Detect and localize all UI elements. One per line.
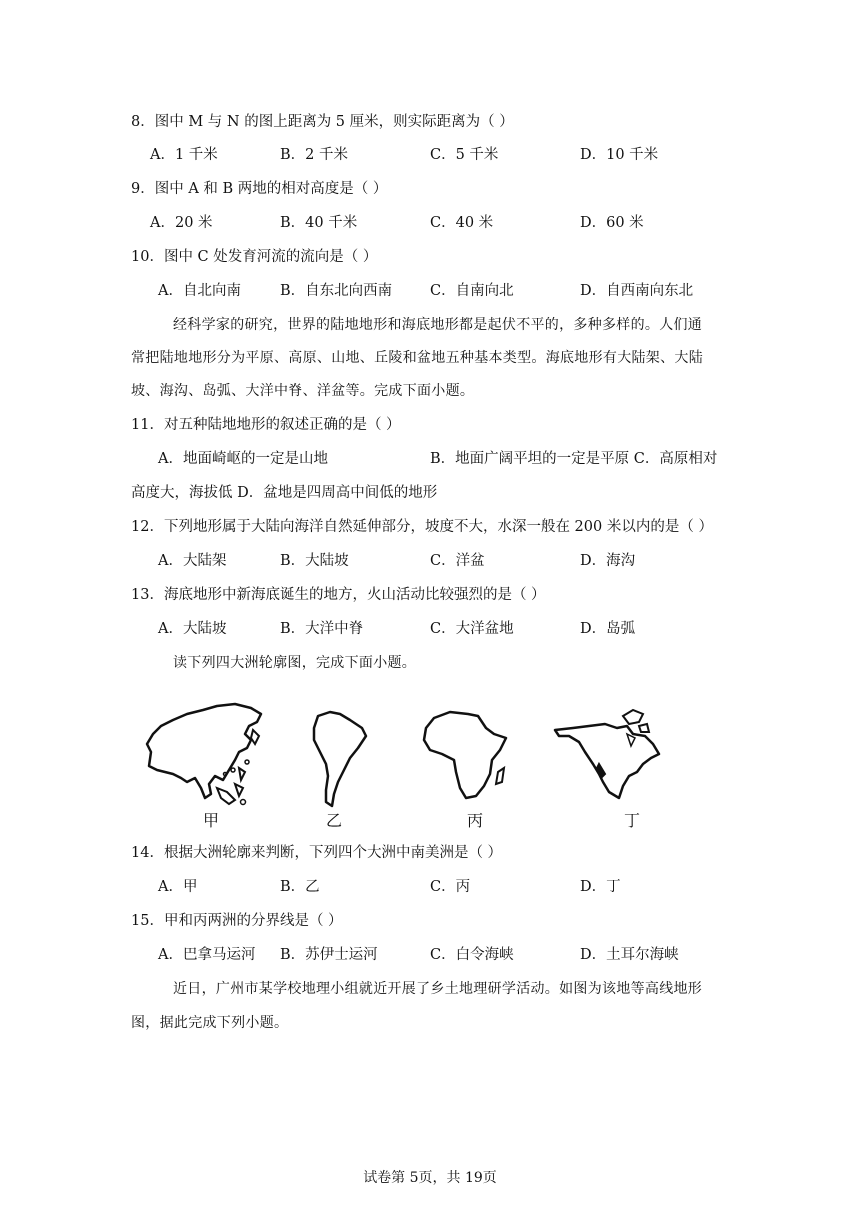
option-b-c: B．地面广阔平坦的一定是平原 C．高原相对 xyxy=(430,451,718,467)
question-8-stem: 8．图中 M 与 N 的图上距离为 5 厘米，则实际距离为（ ） xyxy=(131,114,514,130)
option-a: A．1 千米 xyxy=(150,147,218,163)
option-d: D．海沟 xyxy=(580,553,636,569)
option-a: A．20 米 xyxy=(150,215,213,231)
question-15-stem: 15．甲和丙两洲的分界线是（ ） xyxy=(131,913,343,929)
question-9-stem: 9．图中 A 和 B 两地的相对高度是（ ） xyxy=(131,181,388,197)
option-d: D．60 米 xyxy=(580,215,644,231)
option-b: B．40 千米 xyxy=(280,215,358,231)
passage-line: 经科学家的研究，世界的陆地地形和海底地形都是起伏不平的，多种多样的。人们通 xyxy=(173,317,703,333)
option-d: D．土耳尔海峡 xyxy=(580,947,679,963)
option-b: B．自东北向西南 xyxy=(280,283,393,299)
continent-maps xyxy=(135,700,695,835)
passage-line: 图，据此完成下列小题。 xyxy=(131,1015,289,1031)
passage-line: 常把陆地地形分为平原、高原、山地、丘陵和盆地五种基本类型。海底地形有大陆架、大陆 xyxy=(131,350,703,366)
passage-line: 坡、海沟、岛弧、大洋中脊、洋盆等。完成下面小题。 xyxy=(131,383,475,399)
option-c: C．大洋盆地 xyxy=(430,621,514,637)
option-c: C．洋盆 xyxy=(430,553,485,569)
option-c: C．5 千米 xyxy=(430,147,499,163)
question-11-options-continued: 高度大，海拔低 D．盆地是四周高中间低的地形 xyxy=(131,485,438,501)
option-c: C．白令海峡 xyxy=(430,947,514,963)
option-b: B．苏伊士运河 xyxy=(280,947,378,963)
option-a: A．大陆架 xyxy=(158,553,227,569)
option-c: C．自南向北 xyxy=(430,283,514,299)
question-11-stem: 11．对五种陆地地形的叙述正确的是（ ） xyxy=(131,417,401,433)
asia-outline-map xyxy=(135,700,270,808)
passage-line: 近日，广州市某学校地理小组就近开展了乡土地理研学活动。如图为该地等高线地形 xyxy=(173,981,703,997)
option-c: C．丙 xyxy=(430,879,471,895)
option-a: A．甲 xyxy=(158,879,198,895)
map-intro: 读下列四大洲轮廓图，完成下面小题。 xyxy=(173,655,417,671)
map-label-jia: 甲 xyxy=(202,811,220,830)
option-d: D．自西南向东北 xyxy=(580,283,694,299)
option-a: A．自北向南 xyxy=(158,283,241,299)
option-c: C．40 米 xyxy=(430,215,494,231)
south-america-outline-map xyxy=(310,710,370,810)
option-d: D．丁 xyxy=(580,879,621,895)
option-a: A．地面崎岖的一定是山地 xyxy=(158,451,328,467)
map-label-bing: 丙 xyxy=(466,811,484,830)
question-13-stem: 13．海底地形中新海底诞生的地方，火山活动比较强烈的是（ ） xyxy=(131,587,546,603)
map-label-ding: 丁 xyxy=(623,811,641,830)
africa-outline-map xyxy=(420,708,520,806)
question-12-stem: 12．下列地形属于大陆向海洋自然延伸部分，坡度不大，水深一般在 200 米以内的是（ ） xyxy=(131,519,713,535)
map-label-yi: 乙 xyxy=(325,811,343,830)
option-d: D．岛弧 xyxy=(580,621,636,637)
north-america-outline-map xyxy=(553,706,665,806)
question-10-stem: 10．图中 C 处发育河流的流向是（ ） xyxy=(131,249,378,265)
option-a: A．大陆坡 xyxy=(158,621,227,637)
option-b: B．大洋中脊 xyxy=(280,621,364,637)
question-14-stem: 14．根据大洲轮廓来判断，下列四个大洲中南美洲是（ ） xyxy=(131,845,503,861)
option-b: B．大陆坡 xyxy=(280,553,349,569)
page-footer: 试卷第 5页，共 19页 xyxy=(363,1170,497,1186)
option-b: B．2 千米 xyxy=(280,147,348,163)
option-d: D．10 千米 xyxy=(580,147,659,163)
option-a: A．巴拿马运河 xyxy=(158,947,256,963)
option-b: B．乙 xyxy=(280,879,320,895)
